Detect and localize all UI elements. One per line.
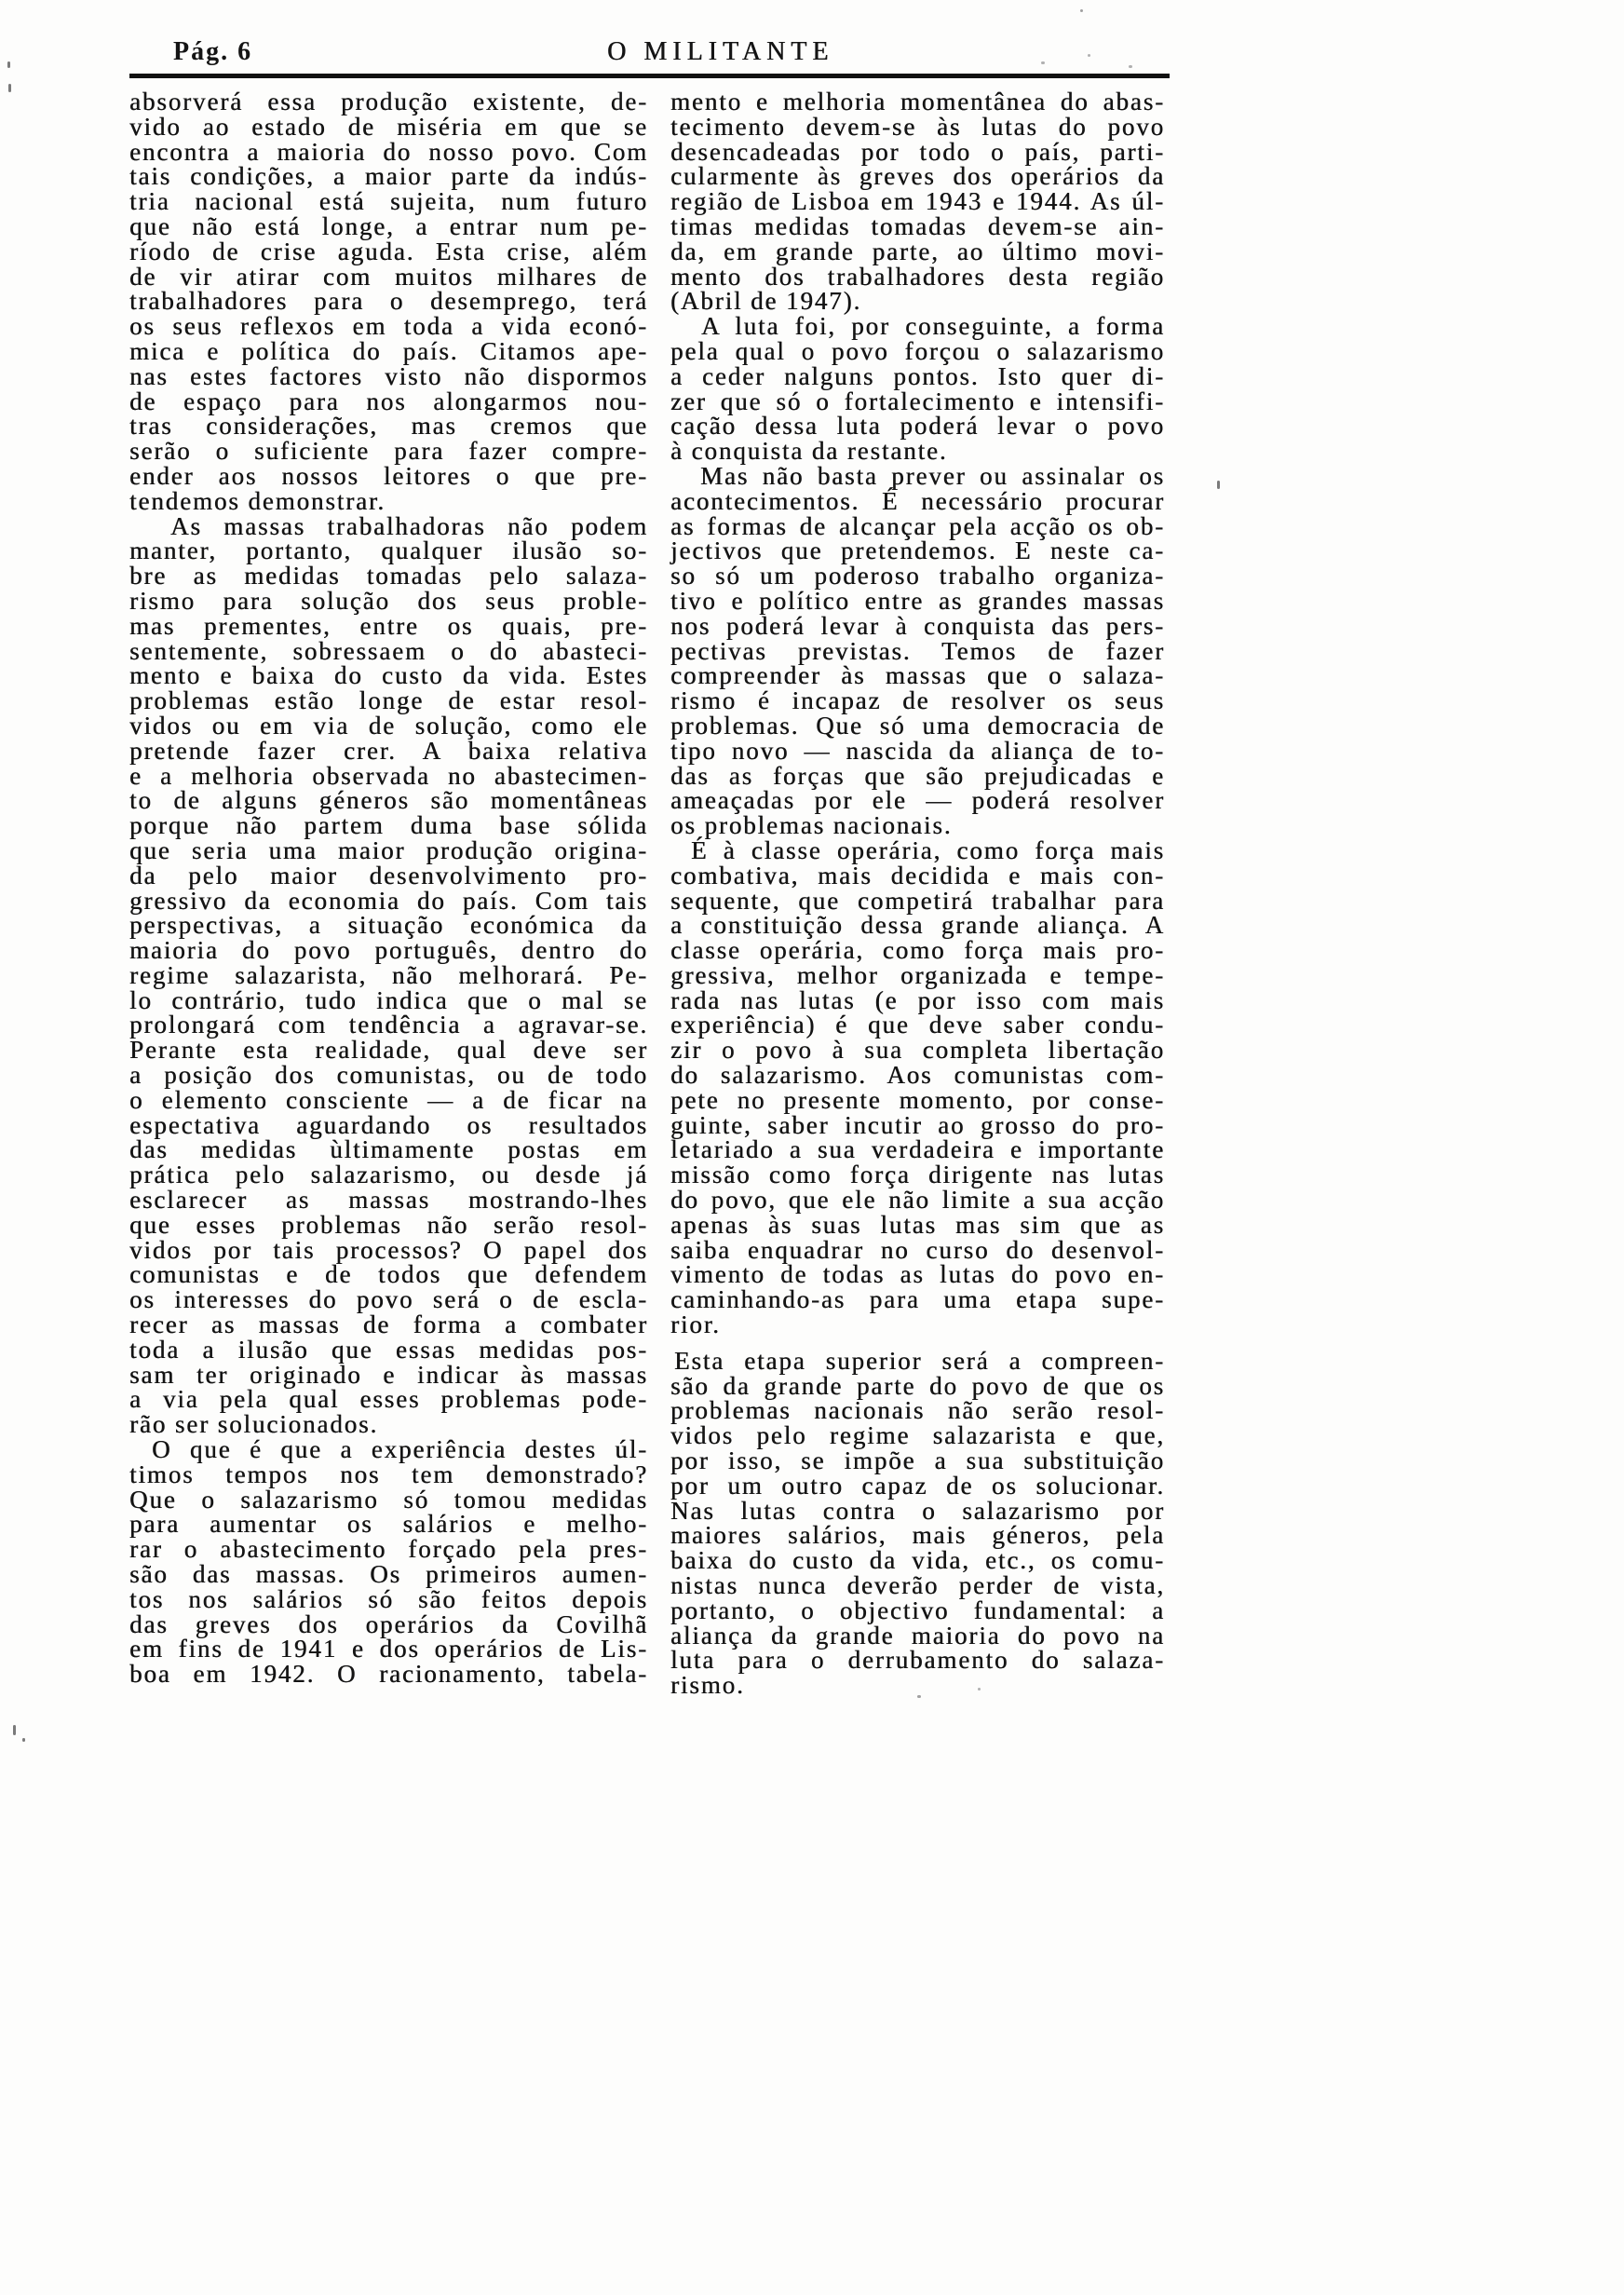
text-line: maioria do povo português, dentro do: [129, 936, 648, 965]
text-line: que esses problemas não serão resol-: [129, 1210, 648, 1239]
text-line: guinte, saber incutir ao grosso do pro-: [670, 1110, 1165, 1139]
text-line: mas prementes, entre os quais, pre-: [129, 611, 648, 640]
text-line: luta para o derrubamento do salaza-: [670, 1646, 1165, 1675]
text-line: Esta etapa superior será a compreen-: [674, 1346, 1165, 1375]
text-line: as formas de alcançar pela acção os ob-: [670, 511, 1165, 540]
text-line: o elemento consciente — a de ficar na: [129, 1085, 648, 1114]
text-line: os problemas nacionais.: [670, 811, 953, 840]
text-line: do povo, que ele não limite a sua acção: [670, 1186, 1165, 1215]
text-line: problemas. Que só uma democracia de: [670, 711, 1165, 740]
text-line: tais condições, a maior parte da indús-: [129, 162, 648, 191]
text-line: os seus reflexos em toda a vida econó-: [129, 312, 648, 341]
text-line: desencadeadas por todo o país, parti-: [670, 137, 1165, 166]
text-line: boa em 1942. O racionamento, tabela-: [129, 1660, 648, 1689]
scan-speck: [8, 84, 11, 92]
text-line: aliança da grande maioria do povo na: [670, 1621, 1165, 1650]
text-line: As massas trabalhadoras não podem: [170, 511, 648, 540]
scan-speck: [7, 61, 10, 68]
text-line: a constituição dessa grande aliança. A: [670, 911, 1165, 940]
text-line: e a melhoria observada no abastecimen-: [129, 761, 648, 790]
text-line: serão o suficiente para fazer compre-: [129, 437, 648, 466]
text-column-left: [129, 89, 648, 1687]
text-line: O que é que a experiência destes úl-: [152, 1435, 648, 1464]
text-line: vido ao estado de miséria em que se: [129, 112, 648, 141]
text-line: são da grande parte do povo de que os: [670, 1371, 1165, 1400]
text-line: zir o povo à sua completa libertação: [670, 1036, 1165, 1065]
text-line: bre as medidas tomadas pelo salaza-: [129, 562, 648, 591]
text-line: Que o salazarismo só tomou medidas: [129, 1485, 648, 1514]
paragraph: [670, 314, 1165, 464]
text-line: pete no presente momento, por conse-: [670, 1085, 1165, 1114]
text-line: Mas não basta prever ou assinalar os: [700, 461, 1165, 490]
text-line: jectivos que pretendemos. E neste ca-: [670, 536, 1165, 565]
text-line: caminhando-as para uma etapa supe-: [670, 1285, 1165, 1314]
text-line: rismo para solução dos seus proble-: [129, 586, 648, 615]
text-line: vidos pelo regime salazarista e que,: [670, 1421, 1165, 1450]
text-line: da pelo maior desenvolvimento pro-: [129, 861, 648, 889]
text-line: absorverá essa produção existente, de-: [129, 88, 648, 115]
text-line: problemas nacionais não serão resol-: [670, 1396, 1165, 1425]
scan-speck: [1041, 61, 1045, 64]
text-line: mica e política do país. Citamos ape-: [129, 336, 648, 365]
text-line: em fins de 1941 e dos operários de Lis-: [129, 1635, 648, 1664]
text-line: missão como força dirigente nas lutas: [670, 1161, 1165, 1189]
text-line: nistas nunca deverão perder de vista,: [670, 1571, 1165, 1600]
scan-speck: [917, 1695, 921, 1698]
text-line: para aumentar os salários e melho-: [129, 1510, 648, 1539]
scan-speck: [1217, 481, 1220, 489]
text-line: A luta foi, por conseguinte, a forma: [701, 312, 1165, 341]
text-line: do salazarismo. Aos comunistas com-: [670, 1061, 1165, 1090]
text-line: tipo novo — nascida da aliança de to-: [670, 736, 1165, 765]
text-line: perspectivas, a situação económica da: [129, 911, 648, 940]
text-line: gressiva, melhor organizada e tempe-: [670, 960, 1165, 989]
text-line: rismo é incapaz de resolver os seus: [670, 686, 1165, 715]
text-line: so só um poderoso trabalho organiza-: [670, 562, 1165, 591]
text-line: que seria uma maior produção origina-: [129, 835, 648, 864]
text-line: acontecimentos. É necessário procurar: [670, 486, 1165, 515]
text-line: nas estes factores visto não dispormos: [129, 361, 648, 390]
text-line: a ceder nalguns pontos. Isto quer di-: [670, 361, 1165, 390]
scan-speck: [13, 1725, 16, 1735]
paragraph: [129, 511, 648, 1439]
text-line: manter, portanto, qualquer ilusão so-: [129, 536, 648, 565]
text-line: cularmente às greves dos operários da: [670, 162, 1165, 191]
text-line: nos poderá levar à conquista das pers-: [670, 611, 1165, 640]
scan-speck: [1080, 9, 1083, 12]
text-line: toda a ilusão que essas medidas pos-: [129, 1335, 648, 1364]
text-line: das greves dos operários da Covilhã: [129, 1609, 648, 1638]
text-line: a via pela qual esses problemas pode-: [129, 1385, 648, 1414]
text-line: Nas lutas contra o salazarismo por: [670, 1496, 1165, 1525]
text-line: tecimento devem-se às lutas do povo: [670, 112, 1165, 141]
scan-speck: [978, 1688, 981, 1691]
text-line: das medidas ùltimamente postas em: [129, 1135, 648, 1164]
text-line: comunistas e de todos que defendem: [129, 1260, 648, 1289]
header-rule: [129, 74, 1170, 78]
text-line: a posição dos comunistas, ou de todo: [129, 1061, 648, 1090]
text-line: esclarecer as massas mostrando-lhes: [129, 1186, 648, 1215]
text-line: saiba enquadrar no curso do desenvol-: [670, 1235, 1165, 1264]
text-line: que não está longe, a entrar num pe-: [129, 211, 648, 240]
paragraph: [129, 89, 648, 514]
paragraph: [670, 835, 1165, 1339]
text-line: sentemente, sobressaem o do abasteci-: [129, 636, 648, 665]
text-line: portanto, o objectivo fundamental: a: [670, 1596, 1165, 1624]
text-line: tria nacional está sujeita, num futuro: [129, 187, 648, 216]
text-line: à conquista da restante.: [670, 437, 948, 466]
text-line: rar o abastecimento forçado pela pres-: [129, 1535, 648, 1564]
text-line: sequente, que competirá trabalhar para: [670, 886, 1165, 915]
text-line: experiência) é que deve saber condu-: [670, 1011, 1165, 1039]
masthead-title: O MILITANTE: [607, 37, 834, 66]
paragraph: [670, 1346, 1165, 1700]
text-line: classe operária, como força mais pro-: [670, 936, 1165, 965]
text-line: prolongará com tendência a agravar-se.: [129, 1011, 648, 1039]
text-line: prática pelo salazarismo, ou desde já: [129, 1161, 648, 1189]
text-line: rior.: [670, 1310, 721, 1339]
scan-speck: [22, 1738, 25, 1742]
text-line: mento e baixa do custo da vida. Estes: [129, 661, 648, 690]
text-line: pretende fazer crer. A baixa relativa: [129, 736, 648, 765]
text-line: compreender às massas que o salaza-: [670, 661, 1165, 690]
text-line: rismo.: [670, 1671, 745, 1700]
text-column-right: [670, 89, 1165, 1698]
page-number: Pág. 6: [173, 37, 253, 66]
text-line: ameaçadas por ele — poderá resolver: [670, 786, 1165, 815]
text-line: encontra a maioria do nosso povo. Com: [129, 137, 648, 166]
text-line: regime salazarista, não melhorará. Pe-: [129, 960, 648, 989]
text-line: de vir atirar com muitos milhares de: [129, 262, 648, 291]
text-line: mento dos trabalhadores desta região: [670, 262, 1165, 291]
text-line: letariado a sua verdadeira e importante: [670, 1135, 1165, 1164]
text-line: zer que só o fortalecimento e intensifi-: [670, 387, 1165, 415]
text-line: (Abril de 1947).: [670, 287, 862, 316]
text-line: espectativa aguardando os resultados: [129, 1110, 648, 1139]
text-line: das as forças que são prejudicadas e: [670, 761, 1165, 790]
text-line: gressivo da economia do país. Com tais: [129, 886, 648, 915]
text-line: to de alguns géneros são momentâneas: [129, 786, 648, 815]
text-line: vidos por tais processos? O papel dos: [129, 1235, 648, 1264]
text-line: É à classe operária, como força mais: [691, 835, 1165, 864]
text-line: são das massas. Os primeiros aumen-: [129, 1560, 648, 1589]
text-line: tivo e político entre as grandes massas: [670, 586, 1165, 615]
text-line: mento e melhoria momentânea do abas-: [670, 88, 1165, 115]
text-line: combativa, mais decidida e mais con-: [670, 861, 1165, 889]
paragraph: [670, 461, 1165, 840]
text-line: timas medidas tomadas devem-se ain-: [670, 211, 1165, 240]
text-line: da, em grande parte, ao último movi-: [670, 237, 1165, 265]
text-line: trabalhadores para o desemprego, terá: [129, 287, 648, 316]
paragraph: [670, 89, 1165, 314]
text-line: ender aos nossos leitores o que pre-: [129, 461, 648, 490]
text-line: baixa do custo da vida, etc., os comu-: [670, 1546, 1165, 1575]
paragraph: [129, 1437, 648, 1687]
text-line: pectivas previstas. Temos de fazer: [670, 636, 1165, 665]
text-line: rão ser solucionados.: [129, 1410, 379, 1439]
scan-speck: [1088, 54, 1090, 57]
text-line: lo contrário, tudo indica que o mal se: [129, 985, 648, 1014]
scan-speck: [1129, 65, 1132, 68]
text-line: pela qual o povo forçou o salazarismo: [670, 336, 1165, 365]
text-line: região de Lisboa em 1943 e 1944. As úl-: [670, 187, 1165, 216]
text-line: recer as massas de forma a combater: [129, 1310, 648, 1339]
text-line: vidos ou em via de solução, como ele: [129, 711, 648, 740]
text-line: cação dessa luta poderá levar o povo: [670, 412, 1165, 441]
text-line: apenas às suas lutas mas sim que as: [670, 1210, 1165, 1239]
text-line: de espaço para nos alongarmos nou-: [129, 387, 648, 415]
text-line: sam ter originado e indicar às massas: [129, 1360, 648, 1389]
text-line: tendemos demonstrar.: [129, 486, 386, 515]
text-line: tras considerações, mas cremos que: [129, 412, 648, 441]
text-line: tos nos salários só são feitos depois: [129, 1584, 648, 1613]
text-line: Perante esta realidade, qual deve ser: [129, 1036, 648, 1065]
text-line: timos tempos nos tem demonstrado?: [129, 1460, 648, 1488]
text-line: problemas estão longe de estar resol-: [129, 686, 648, 715]
text-line: por um outro capaz de os solucionar.: [670, 1471, 1165, 1500]
text-line: ríodo de crise aguda. Esta crise, além: [129, 237, 648, 265]
text-line: por isso, se impõe a sua substituição: [670, 1446, 1165, 1475]
text-line: maiores salários, mais géneros, pela: [670, 1521, 1165, 1550]
text-line: vimento de todas as lutas do povo en-: [670, 1260, 1165, 1289]
text-line: porque não partem duma base sólida: [129, 811, 648, 840]
text-line: rada nas lutas (e por isso com mais: [670, 985, 1165, 1014]
text-line: os interesses do povo será o de escla-: [129, 1285, 648, 1314]
